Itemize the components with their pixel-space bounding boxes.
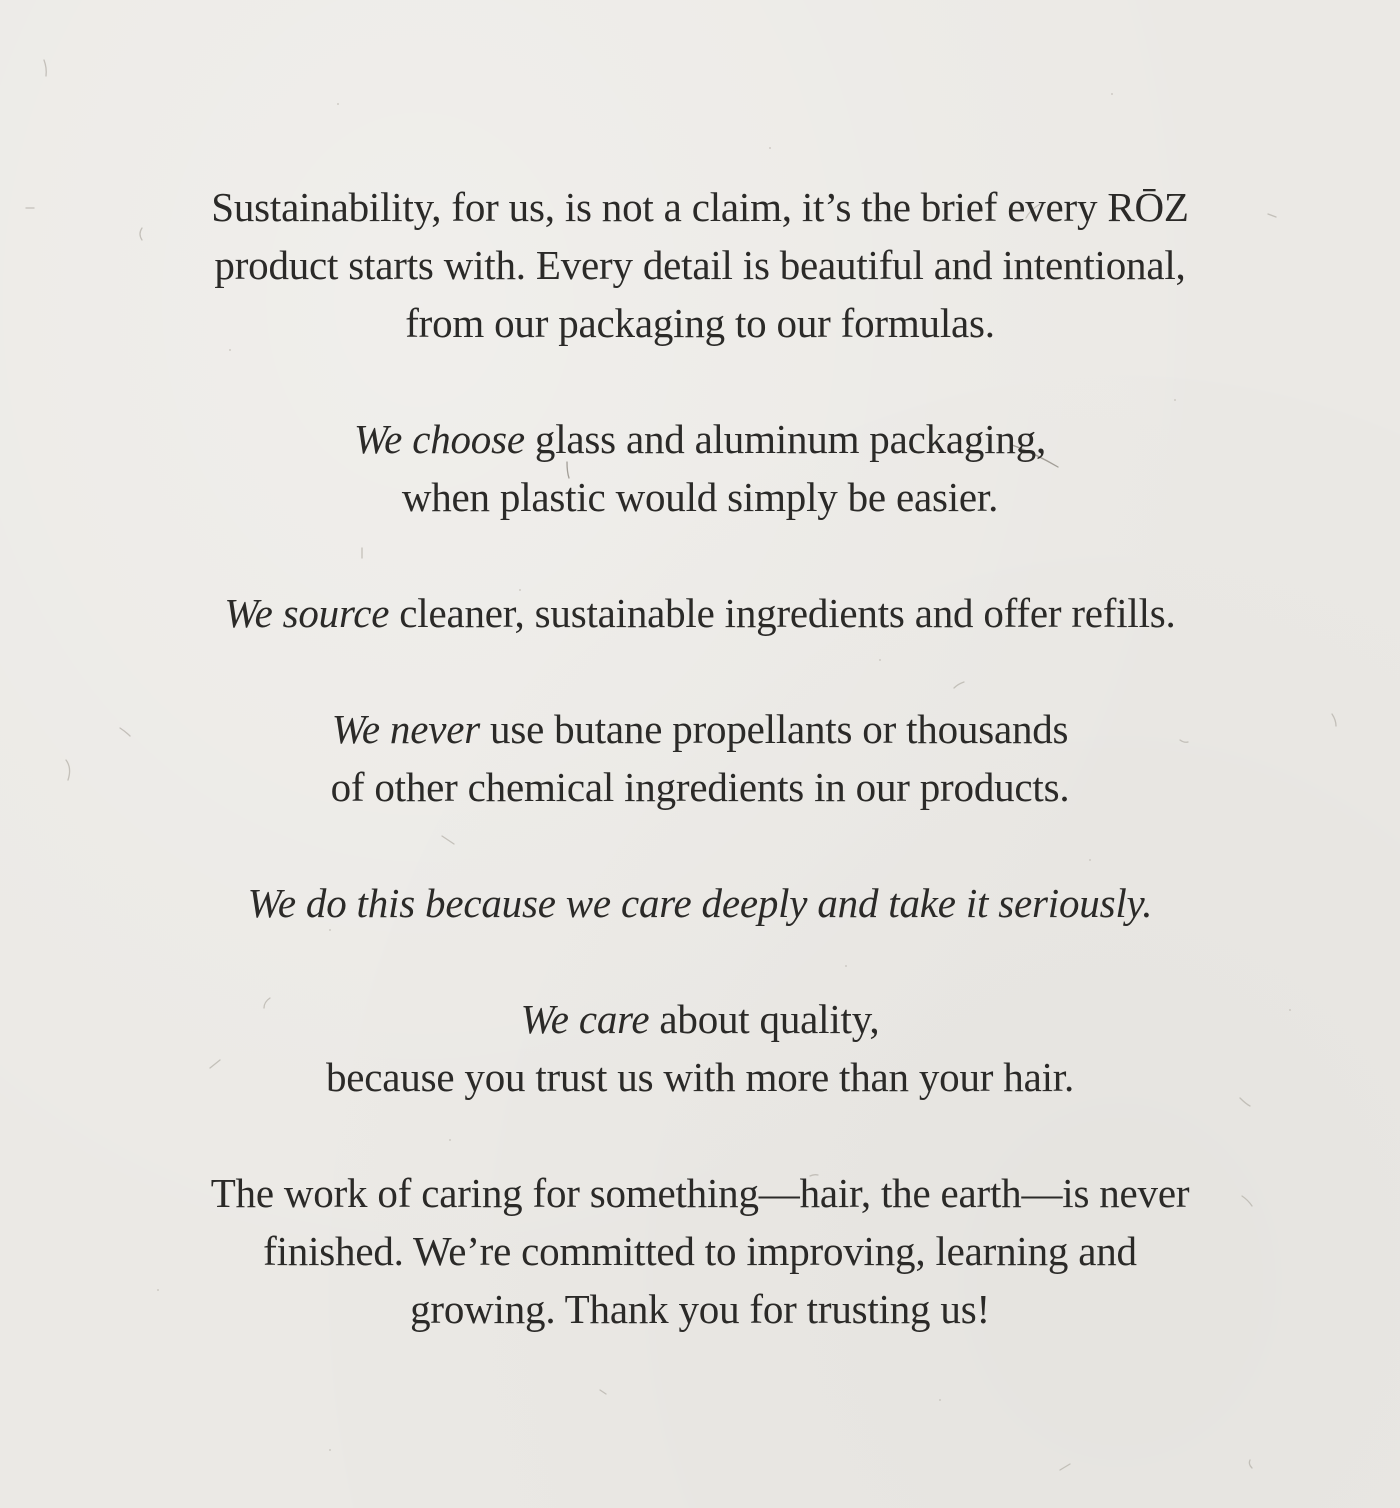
text-line: from our packaging to our formulas.	[405, 300, 995, 346]
text-line: of other chemical ingredients in our products.	[330, 764, 1070, 810]
text-line: product starts with. Every detail is beautiful and intentional,	[214, 242, 1186, 288]
text-line: finished. We’re committed to improving, learning and	[263, 1228, 1137, 1274]
packaging-paragraph	[120, 410, 1280, 526]
quality-paragraph	[120, 990, 1280, 1106]
text-line: when plastic would simply be easier.	[401, 474, 999, 520]
text-segment: cleaner, sustainable ingredients and offer refills.	[389, 590, 1176, 636]
emphasis-phrase: We care	[520, 996, 650, 1042]
sustainability-statement	[120, 178, 1280, 1338]
emphasis-phrase: We choose	[353, 416, 525, 462]
closing-paragraph	[120, 1164, 1280, 1338]
text-line: Sustainability, for us, is not a claim, it’s the brief every RŌZ	[211, 184, 1189, 230]
intro-paragraph	[120, 178, 1280, 352]
text-segment: glass and aluminum packaging,	[524, 416, 1047, 462]
text-line	[120, 410, 1280, 468]
text-line: because you trust us with more than your hair.	[326, 1054, 1074, 1100]
text-line	[120, 990, 1280, 1048]
text-segment: about quality,	[649, 996, 880, 1042]
text-line: The work of caring for something—hair, the earth—is never	[210, 1170, 1190, 1216]
text-line	[120, 584, 1280, 642]
propellants-paragraph	[120, 700, 1280, 816]
text-segment: use butane propellants or thousands	[479, 706, 1069, 752]
emphasis-phrase: We source	[224, 590, 390, 636]
emphasis-phrase: We never	[331, 706, 480, 752]
text-line	[120, 700, 1280, 758]
ingredients-paragraph	[120, 584, 1280, 642]
text-line: We do this because we care deeply and take it seriously.	[247, 880, 1153, 926]
text-line: growing. Thank you for trusting us!	[410, 1286, 990, 1332]
care-statement	[120, 874, 1280, 932]
